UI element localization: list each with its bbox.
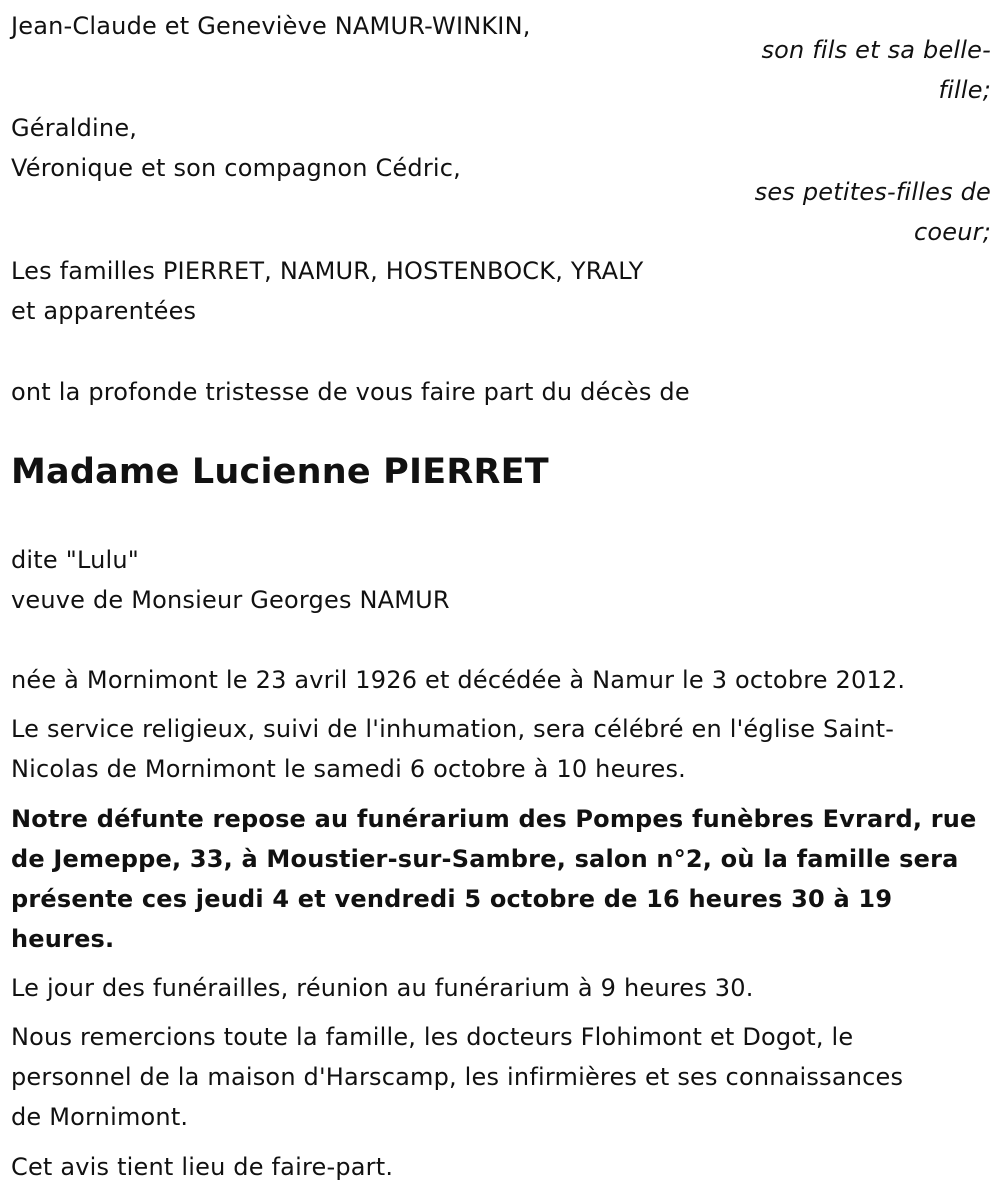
relation-son (11, 30, 991, 110)
service-line: Nicolas de Mornimont le samedi 6 octobre à 10 heures. (11, 755, 686, 783)
thanks-info (11, 1017, 903, 1137)
family-names-line: et apparentées (11, 297, 197, 325)
widow-of: veuve de Monsieur Georges NAMUR (11, 586, 450, 614)
relation-granddaughters (11, 172, 991, 252)
funerarium-line: Notre défunte repose au funérarium des Pompes funèbres Evrard, rue (11, 805, 977, 833)
birth-death-dates: née à Mornimont le 23 avril 1926 et décédée à Namur le 3 octobre 2012. (11, 666, 906, 694)
funerarium-line: de Jemeppe, 33, à Moustier-sur-Sambre, salon n°2, où la famille sera (11, 845, 959, 873)
obituary-notice (11, 0, 991, 1202)
thanks-line: Nous remercions toute la famille, les docteurs Flohimont et Dogot, le (11, 1023, 854, 1051)
deceased-details (11, 540, 450, 620)
family-group-families (11, 251, 643, 331)
relation-line: ses petites-filles de (754, 178, 991, 206)
funerarium-line: présente ces jeudi 4 et vendredi 5 octobre de 16 heures 30 à 19 (11, 885, 893, 913)
family-names-line: Jean-Claude et Geneviève NAMUR-WINKIN, (11, 12, 531, 40)
thanks-line: de Mornimont. (11, 1103, 189, 1131)
relation-line: son fils et sa belle- (761, 36, 991, 64)
deceased-name: Madame Lucienne PIERRET (11, 452, 549, 492)
service-info (11, 709, 894, 789)
service-line: Le service religieux, suivi de l'inhumation, sera célébré en l'église Saint- (11, 715, 895, 743)
nickname: dite "Lulu" (11, 546, 140, 574)
family-names-line: Géraldine, (11, 114, 138, 142)
relation-line: fille; (938, 76, 991, 104)
funeral-day-info: Le jour des funérailles, réunion au funérarium à 9 heures 30. (11, 974, 754, 1002)
closing-note: Cet avis tient lieu de faire-part. (11, 1153, 394, 1181)
thanks-line: personnel de la maison d'Harscamp, les infirmières et ses connaissances (11, 1063, 904, 1091)
announcement-text: ont la profonde tristesse de vous faire part du décès de (11, 378, 690, 406)
relation-line: coeur; (913, 218, 991, 246)
funerarium-info (11, 799, 977, 959)
family-names-line: Les familles PIERRET, NAMUR, HOSTENBOCK, YRALY (11, 257, 644, 285)
funerarium-line: heures. (11, 925, 115, 953)
family-names-line: Véronique et son compagnon Cédric, (11, 154, 461, 182)
